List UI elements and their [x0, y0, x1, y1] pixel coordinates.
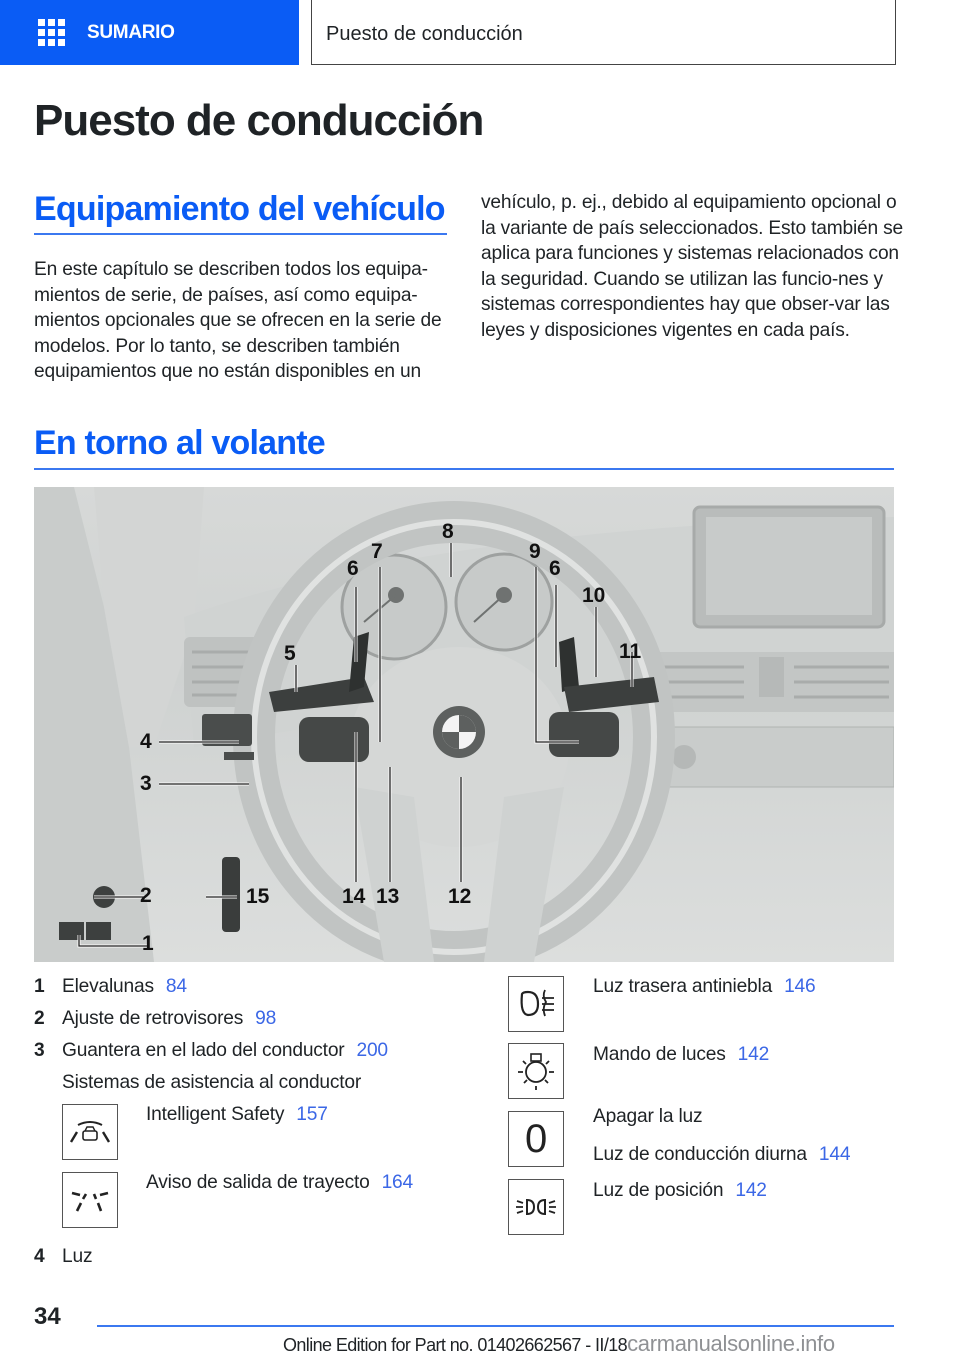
intro-paragraph-left: En este capítulo se describen todos los equipa-mientos de serie, de países, así como equipa-mientos opcionales que se ofrecen en la serie de modelos. Por lo tanto, se describen también equipamientos que no están disponibles en un — [34, 259, 442, 382]
light-switch-icon — [508, 1043, 564, 1099]
item-label: Luz trasera antiniebla — [593, 976, 773, 997]
legend-item — [593, 1044, 769, 1066]
callout-15: 15 — [246, 885, 270, 908]
section-title-volante: En torno al volante — [34, 424, 325, 462]
callout-7: 7 — [371, 540, 383, 563]
breadcrumb-label: Puesto de conducción — [326, 22, 523, 45]
item-label: Guantera en el lado del conductor — [62, 1040, 345, 1061]
legend-item — [593, 1180, 767, 1202]
legend-item — [593, 1144, 850, 1166]
legend-left — [34, 976, 474, 1276]
callout-9: 9 — [529, 540, 541, 563]
item-number: 4 — [34, 1246, 45, 1267]
legend-item — [146, 1104, 328, 1126]
item-label: Sistemas de asistencia al conductor — [62, 1072, 362, 1093]
legend-subheading — [34, 1072, 474, 1098]
item-number: 1 — [34, 976, 45, 997]
section-divider — [34, 233, 447, 235]
page-link[interactable]: 84 — [165, 976, 187, 997]
intelligent-safety-icon — [62, 1104, 118, 1160]
callout-8: 8 — [442, 520, 454, 543]
rear-fog-light-icon — [508, 976, 564, 1032]
legend-item — [34, 1040, 474, 1066]
callout-2: 2 — [140, 884, 152, 907]
legend-right — [508, 976, 908, 1246]
item-label: Mando de luces — [593, 1044, 726, 1065]
item-label: Elevalunas — [62, 976, 154, 997]
lane-departure-icon — [62, 1172, 118, 1228]
page-link[interactable]: 142 — [737, 1044, 770, 1065]
callout-14: 14 — [342, 885, 366, 908]
page-link[interactable]: 98 — [255, 1008, 277, 1029]
legend-item — [34, 1246, 474, 1272]
legend-item — [146, 1172, 413, 1194]
callout-1: 1 — [142, 932, 154, 955]
section-title-equipamiento: Equipamiento del vehículo — [34, 190, 445, 228]
item-label: Intelligent Safety — [146, 1104, 285, 1125]
intro-paragraph-right: vehículo, p. ej., debido al equipamiento opcional o la variante de país seleccionados. Esto también se aplica para funciones y sistemas relacionados con la seguridad. Cuando se utilizan las funcio-nes y sistemas correspondientes hay que obser-var las leyes y disposiciones vigentes en cada país. — [481, 192, 903, 341]
callout-3: 3 — [140, 772, 152, 795]
parking-lights-icon — [508, 1179, 564, 1235]
item-label: Aviso de salida de trayecto — [146, 1172, 370, 1193]
top-navigation — [0, 0, 960, 66]
legend-item — [593, 976, 815, 998]
page-link[interactable]: 146 — [784, 976, 816, 997]
callout-13: 13 — [376, 885, 400, 908]
page-link[interactable]: 164 — [381, 1172, 413, 1193]
legend-item — [34, 976, 474, 1002]
page-link[interactable]: 144 — [818, 1144, 851, 1165]
callout-4: 4 — [140, 730, 152, 753]
item-label: Luz de posición — [593, 1180, 724, 1201]
item-number: 3 — [34, 1040, 45, 1061]
breadcrumb[interactable] — [311, 0, 896, 65]
page-link[interactable]: 157 — [296, 1104, 328, 1125]
callout-10: 10 — [582, 584, 606, 607]
page-link[interactable]: 200 — [356, 1040, 388, 1061]
watermark-text: carmanualsonline.info — [627, 1331, 835, 1356]
item-label: Apagar la luz — [593, 1106, 703, 1127]
callout-12: 12 — [448, 885, 472, 908]
sumario-button[interactable] — [0, 0, 299, 65]
sumario-label: SUMARIO — [87, 21, 175, 43]
callout-11: 11 — [619, 640, 642, 663]
zero-glyph: 0 — [524, 1116, 548, 1161]
callout-6-right: 6 — [549, 557, 561, 580]
grid-menu-icon — [38, 19, 65, 46]
item-label: Luz — [62, 1246, 93, 1267]
item-number: 2 — [34, 1008, 45, 1029]
lights-off-icon — [508, 1111, 564, 1167]
item-label: Ajuste de retrovisores — [62, 1008, 244, 1029]
legend-item — [34, 1008, 474, 1034]
page-link[interactable]: 142 — [735, 1180, 767, 1201]
cockpit-illustration — [34, 487, 894, 962]
footer-divider — [97, 1325, 894, 1327]
callout-6-left: 6 — [347, 557, 359, 580]
legend-item — [593, 1106, 702, 1128]
page-number: 34 — [34, 1303, 61, 1330]
page-title: Puesto de conducción — [34, 96, 484, 145]
item-label: Luz de conducción diurna — [593, 1144, 807, 1165]
footer-edition — [283, 1331, 835, 1357]
edition-text: Online Edition for Part no. 01402662567 - II/18 — [283, 1335, 628, 1355]
section-divider — [34, 468, 894, 470]
callout-5: 5 — [284, 642, 296, 665]
